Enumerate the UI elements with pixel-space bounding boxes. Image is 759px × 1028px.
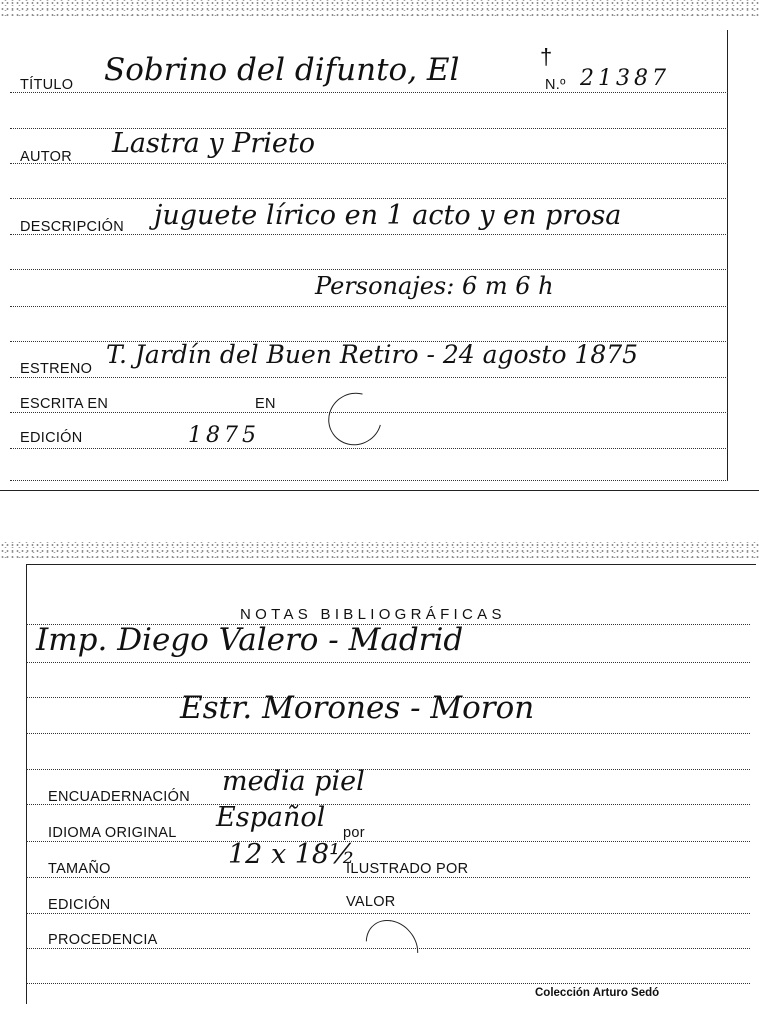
ruled-line — [10, 92, 728, 93]
ilustrado-label: ILUSTRADO POR — [346, 861, 469, 877]
note-line: Estr. Morones - Moron — [180, 690, 535, 726]
card-top-speckle — [0, 0, 759, 16]
ruled-line — [10, 377, 728, 378]
edicion2-label: EDICIÓN — [48, 897, 111, 913]
numero-value: 21387 — [580, 66, 670, 91]
idioma-value: Español — [216, 802, 326, 833]
en-label: EN — [255, 396, 276, 412]
ruled-line — [10, 306, 728, 307]
escrita-en-label: ESCRITA EN — [20, 396, 109, 412]
numero-label: N.º — [545, 77, 566, 93]
edicion-value: 1875 — [188, 423, 260, 448]
card-bottom-edge — [0, 490, 759, 491]
valor-label: VALOR — [346, 894, 396, 910]
ruled-line — [26, 877, 750, 878]
stamp-circle — [355, 909, 429, 984]
ruled-line — [26, 913, 750, 914]
stamp-circle — [319, 383, 392, 455]
autor-value: Lastra y Prieto — [112, 128, 315, 159]
card-top-border — [26, 564, 756, 565]
ruled-line — [10, 480, 728, 481]
catalog-card-front — [0, 0, 759, 495]
catalog-card-back — [0, 540, 759, 1028]
personajes-value: Personajes: 6 m 6 h — [315, 272, 554, 300]
ruled-line — [10, 448, 728, 449]
ruled-line — [26, 769, 750, 770]
cross-mark-icon: † — [540, 44, 553, 69]
procedencia-label: PROCEDENCIA — [48, 932, 158, 948]
tamano-value: 12 x 18½ — [228, 839, 356, 870]
ruled-line — [10, 198, 728, 199]
estreno-value: T. Jardín del Buen Retiro - 24 agosto 1875 — [106, 340, 639, 369]
idioma-por-label: por — [343, 825, 365, 841]
descripcion-label: DESCRIPCIÓN — [20, 219, 125, 235]
idioma-label: IDIOMA ORIGINAL — [48, 825, 177, 841]
ruled-line — [26, 733, 750, 734]
notas-bibliograficas-title: NOTAS BIBLIOGRÁFICAS — [240, 606, 506, 623]
estreno-label: ESTRENO — [20, 361, 93, 377]
card-left-border — [26, 564, 28, 1004]
ruled-line — [26, 983, 750, 984]
card-top-speckle — [0, 542, 759, 558]
ruled-line — [10, 269, 728, 270]
edicion-label: EDICIÓN — [20, 430, 83, 446]
descripcion-value: juguete lírico en 1 acto y en prosa — [154, 200, 622, 231]
encuadernacion-value: media piel — [222, 766, 365, 797]
autor-label: AUTOR — [20, 149, 72, 165]
encuadernacion-label: ENCUADERNACIÓN — [48, 789, 190, 805]
ruled-line — [10, 163, 728, 164]
collection-footer: Colección Arturo Sedó — [535, 987, 660, 999]
titulo-value: Sobrino del difunto, El — [104, 52, 460, 88]
ruled-line — [26, 841, 750, 842]
titulo-label: TÍTULO — [20, 77, 74, 93]
tamano-label: TAMAÑO — [48, 861, 111, 877]
ruled-line — [26, 662, 750, 663]
note-line: Imp. Diego Valero - Madrid — [36, 622, 464, 658]
